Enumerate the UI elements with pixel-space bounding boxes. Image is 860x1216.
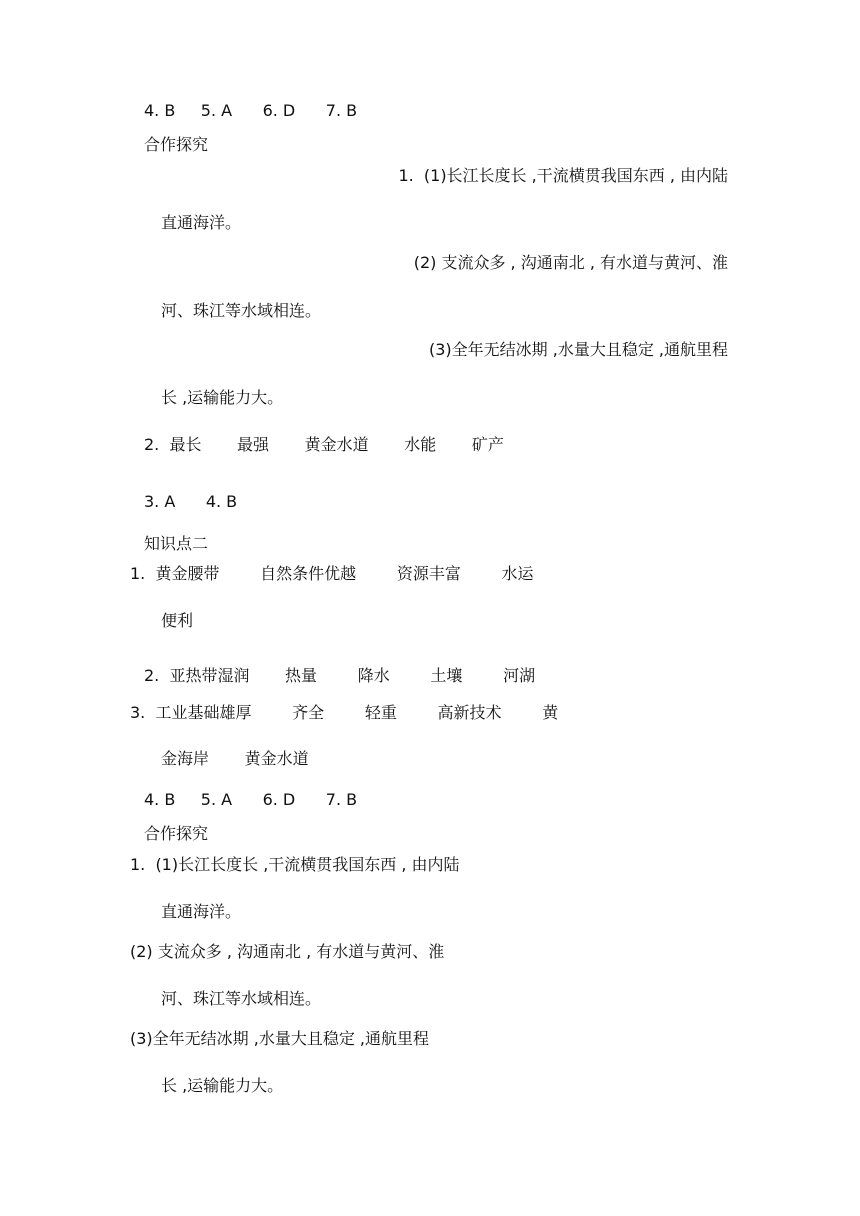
answer-line-4-7: 4. B 5. A 6. D 7. B	[144, 101, 358, 120]
answer-kp2-1-continued: 便利	[161, 611, 194, 630]
answer-1-1-continued: 直通海洋。	[161, 213, 242, 232]
answer-1-3-continued: 长 ,运输能力大。	[161, 388, 284, 407]
answer-kp2-3-continued: 金海岸 黄金水道	[161, 749, 309, 768]
answer-kp2-3: 3. 工业基础雄厚 齐全 轻重 高新技术 黄	[130, 703, 559, 722]
answer-2-1-3: (3)全年无结冰期 ,水量大且稳定 ,通航里程	[130, 1029, 430, 1048]
answer-kp2-line-4-7: 4. B 5. A 6. D 7. B	[144, 790, 358, 809]
answer-2-1-3-continued: 长 ,运输能力大。	[161, 1076, 284, 1095]
answer-2-1-1-continued: 直通海洋。	[161, 902, 242, 921]
answer-kp2-2: 2. 亚热带湿润 热量 降水 土壤 河湖	[144, 666, 536, 685]
answer-line-3-4: 3. A 4. B	[144, 492, 238, 511]
section-heading-knowledge-point-2: 知识点二	[144, 534, 209, 553]
answer-1-3: (3)全年无结冰期 ,水量大且稳定 ,通航里程	[428, 340, 728, 359]
answer-2-1-2: (2) 支流众多 , 沟通南北 , 有水道与黄河、淮	[130, 942, 445, 961]
section-heading-cooperative-inquiry: 合作探究	[144, 135, 209, 154]
answer-1-1: 1. (1)长江长度长 ,干流横贯我国东西 , 由内陆	[398, 166, 728, 185]
answer-kp2-1: 1. 黄金腰带 自然条件优越 资源丰富 水运	[130, 564, 534, 583]
answer-1-2: (2) 支流众多 , 沟通南北 , 有水道与黄河、淮	[413, 253, 728, 272]
answer-1-2-continued: 河、珠江等水域相连。	[161, 301, 322, 320]
answer-line-2: 2. 最长 最强 黄金水道 水能 矿产	[144, 435, 504, 454]
answer-2-1-2-continued: 河、珠江等水域相连。	[161, 989, 322, 1008]
answer-2-1-1: 1. (1)长江长度长 ,干流横贯我国东西 , 由内陆	[130, 855, 460, 874]
section-heading-cooperative-inquiry-2: 合作探究	[144, 824, 209, 843]
